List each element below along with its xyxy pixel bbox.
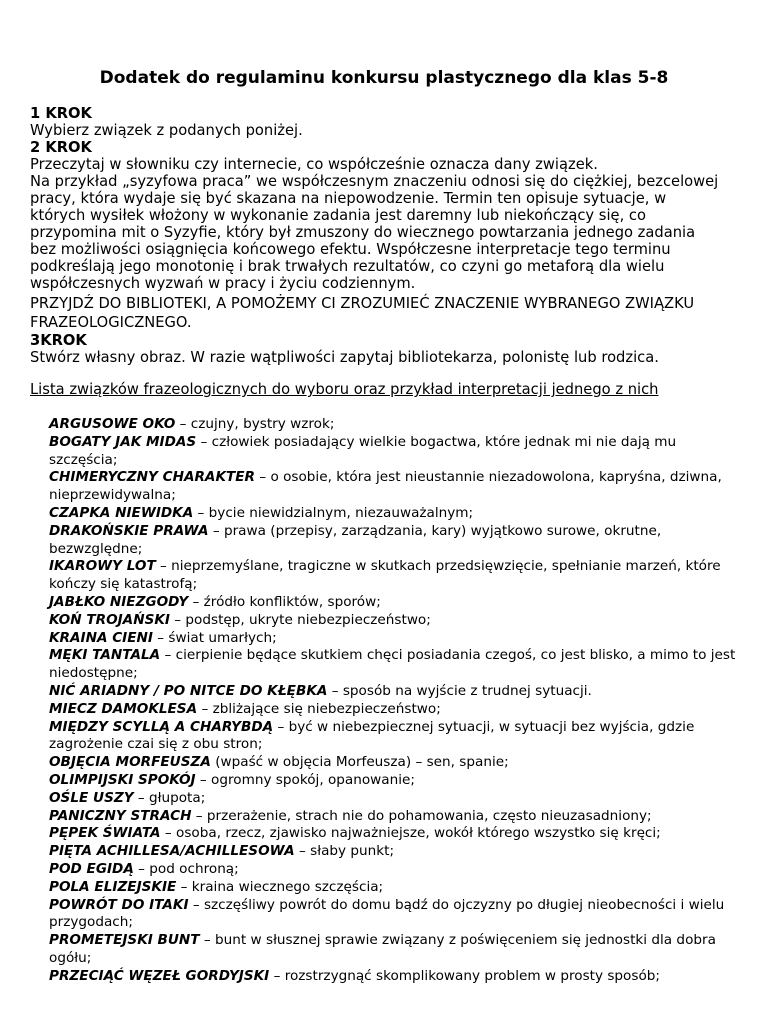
phrase-term: KOŃ TROJAŃSKI — [49, 611, 170, 628]
phrase-definition: – o osobie, która jest nieustannie niezadowolona, kapryśna, dziwna, nieprzewidywalna; — [49, 469, 722, 504]
phrase-definition: – nieprzemyślane, tragiczne w skutkach przedsięwzięcie, spełnianie marzeń, które kończy się katastrofą; — [49, 558, 721, 593]
phrase-definition: – osoba, rzecz, zjawisko najważniejsze, wokół którego wszystko się kręci; — [160, 825, 661, 842]
phrase-item — [49, 523, 739, 559]
spacer — [30, 366, 768, 381]
step3-heading: 3KROK — [30, 332, 87, 349]
phrase-item — [49, 612, 739, 630]
phrase-item — [49, 843, 739, 861]
phrase-item — [49, 594, 739, 612]
phrase-term: IKAROWY LOT — [49, 558, 156, 575]
phrase-item — [49, 879, 739, 897]
document-title: Dodatek do regulaminu konkursu plastycznego dla klas 5-8 — [99, 68, 669, 88]
phrase-item — [49, 861, 739, 879]
phrase-definition: – szczęśliwy powrót do domu bądź do ojczyzny po długiej nieobecności i wielu przygodach; — [49, 896, 725, 931]
phrase-definition: – podstęp, ukryte niebezpieczeństwo; — [169, 611, 431, 628]
phrase-definition: – pod ochroną; — [133, 860, 239, 877]
phrase-item — [49, 683, 739, 701]
phrase-definition: – człowiek posiadający wielkie bogactwa, które jednak mi nie dają mu szczęścia; — [49, 433, 677, 468]
phrase-item — [49, 469, 739, 505]
phrase-definition: – kraina wiecznego szczęścia; — [176, 878, 384, 895]
phrase-term: NIĆ ARIADNY / PO NITCE DO KŁĘBKA — [49, 682, 328, 699]
step2-text: Przeczytaj w słowniku czy internecie, co współcześnie oznacza dany związek. — [30, 156, 598, 173]
phrase-item — [49, 434, 739, 470]
phrase-item — [49, 647, 739, 683]
phrase-definition: – słaby punkt; — [294, 843, 395, 860]
phrase-term: OLIMPIJSKI SPOKÓJ — [49, 771, 196, 788]
phrase-definition: – bunt w słusznej sprawie związany z poświęceniem się jednostki dla dobra ogółu; — [49, 932, 716, 966]
phrase-item — [49, 558, 739, 594]
phrase-definition: – głupota; — [133, 789, 206, 806]
phrase-definition: – sposób na wyjście z trudnej sytuacji. — [327, 682, 592, 699]
phrase-term: OBJĘCIA MORFEUSZA — [49, 754, 211, 771]
phrase-definition: – cierpienie będące skutkiem chęci posiadania czegoś, co jest blisko, a mimo to jest niedostępne; — [49, 647, 736, 682]
phrase-term: PROMETEJSKI BUNT — [49, 932, 200, 949]
phrase-definition: – świat umarłych; — [152, 629, 277, 646]
phrase-item — [49, 719, 739, 755]
list-heading: Lista związków frazeologicznych do wyboru oraz przykład interpretacji jednego z nich — [30, 381, 659, 398]
phrase-definition: – ogromny spokój, opanowanie; — [195, 771, 415, 788]
phrase-term: MIECZ DAMOKLESA — [49, 700, 198, 717]
phrase-term: MIĘDZY SCYLLĄ A CHARYBDĄ — [49, 718, 274, 735]
phrase-item — [49, 897, 739, 933]
step2-heading: 2 KROK — [30, 139, 92, 156]
phrase-term: PĘPEK ŚWIATA — [49, 825, 161, 842]
phrase-term: DRAKOŃSKIE PRAWA — [49, 522, 209, 539]
step3-text: Stwórz własny obraz. W razie wątpliwości zapytaj bibliotekarza, polonistę lub rodzica. — [30, 349, 659, 366]
phrase-item — [49, 505, 739, 523]
phrase-term: OŚLE USZY — [49, 789, 134, 806]
phrase-item — [49, 825, 739, 843]
phrase-term: POLA ELIZEJSKIE — [49, 878, 177, 895]
phrase-term: PANICZNY STRACH — [49, 807, 192, 824]
phrase-term: JABŁKO NIEZGODY — [49, 593, 189, 610]
phrase-definition: – zbliżające się niebezpieczeństwo; — [197, 700, 441, 717]
phrase-term: PIĘTA ACHILLESA/ACHILLESOWA — [49, 843, 295, 860]
step2-example: Na przykład „syzyfowa praca” we współczesnym znaczeniu odnosi się do ciężkiej, bezcelowej pracy, która wydaje się być skazana na niepowodzenie. Termin ten opisuje sytuacje, w których wysiłek włożony w wykonanie zadania jest daremny lub niekończący się, co przypomina mit o Syzyfie, który był zmuszony do wiecznego powtarzania jednego zadania bez możliwości osiągnięcia końcowego efektu. Współczesne interpretacje tego terminu podkreślają jego monotonię i brak trwałych rezultatów, co czyni go metaforą dla wielu współczesnych wyzwań w pracy i życiu codziennym. — [30, 173, 719, 292]
step1-text: Wybierz związek z podanych poniżej. — [30, 122, 303, 139]
phrase-item — [49, 808, 739, 826]
phrase-item — [49, 772, 739, 790]
phrase-definition: – przerażenie, strach nie do pohamowania, często nieuzasadniony; — [191, 807, 652, 824]
phrase-definition: – być w niebezpiecznej sytuacji, w sytuacji bez wyjścia, gdzie zagrożenie czai się z obu stron; — [49, 718, 695, 753]
phrase-item — [49, 932, 739, 968]
phrase-definition: – czujny, bystry wzrok; — [175, 416, 335, 432]
library-invitation: PRZYJDŹ DO BIBLIOTEKI, A POMOŻEMY CI ZROZUMIEĆ ZNACZENIE WYBRANEGO ZWIĄZKU FRAZEOLOGICZNEGO. — [30, 295, 695, 331]
phrase-definition: – rozstrzygnąć skomplikowany problem w prosty sposób; — [269, 967, 660, 984]
phrase-term: BOGATY JAK MIDAS — [49, 433, 197, 450]
phrase-item — [49, 754, 739, 772]
phrase-item — [49, 968, 739, 986]
phrase-definition: – bycie niewidzialnym, niezauważalnym; — [193, 504, 474, 521]
phrase-list — [49, 416, 739, 986]
phrase-definition: – prawa (przepisy, zarządzania, kary) wyjątkowo surowe, okrutne, bezwzględne; — [49, 522, 662, 557]
instructions — [30, 105, 768, 398]
phrase-item — [49, 416, 739, 434]
phrase-definition: (wpaść w objęcia Morfeusza) – sen, spanie; — [210, 754, 509, 771]
phrase-item — [49, 630, 739, 648]
phrase-definition: – źródło konfliktów, sporów; — [188, 593, 381, 610]
phrase-term: CZAPKA NIEWIDKA — [49, 504, 194, 521]
phrase-term: PRZECIĄĆ WĘZEŁ GORDYJSKI — [49, 967, 270, 984]
phrase-item — [49, 790, 739, 808]
phrase-term: ARGUSOWE OKO — [49, 416, 176, 432]
step1-heading: 1 KROK — [30, 105, 92, 122]
phrase-term: CHIMERYCZNY CHARAKTER — [49, 469, 256, 486]
phrase-term: MĘKI TANTALA — [49, 647, 161, 664]
phrase-term: KRAINA CIENI — [49, 629, 153, 646]
phrase-term: POD EGIDĄ — [49, 860, 134, 877]
phrase-term: POWRÓT DO ITAKI — [49, 896, 189, 913]
phrase-item — [49, 701, 739, 719]
